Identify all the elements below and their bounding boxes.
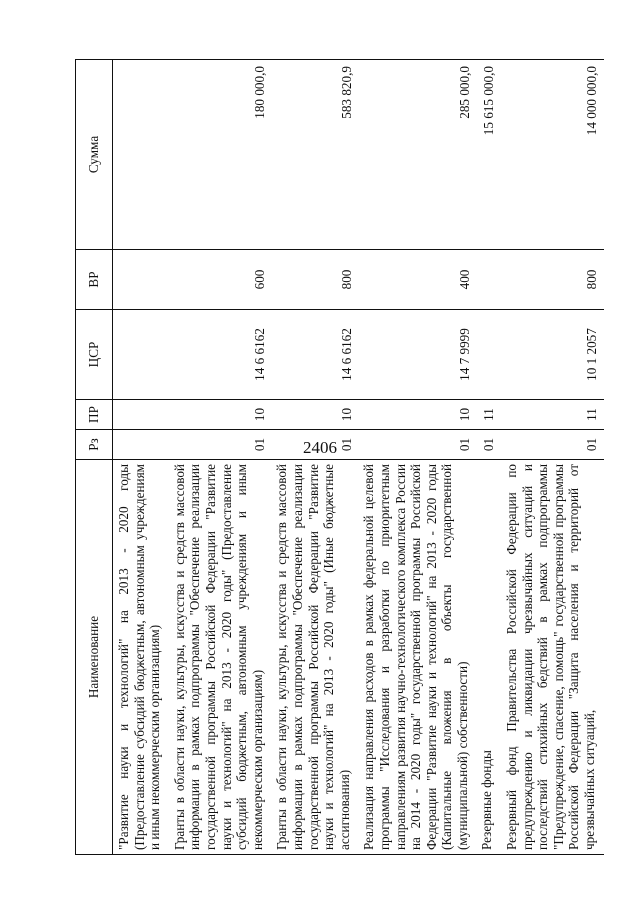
row-rz: 01 bbox=[271, 430, 358, 460]
header-name: Наименование bbox=[76, 460, 113, 855]
row-rz: 01 bbox=[501, 430, 604, 460]
row-name: Резервный фонд Правительства Российской Федерации по предупреждению и ликвидации чрезвычайных ситуаций и последствий стихийных бедствий в рамках подпрограммы "Предупреждение, спасение, помощь" государственной программы Российской Федерации "Защита населения и территорий от чрезвычайных ситуаций, bbox=[501, 460, 604, 855]
row-csr: 14 7 9999 bbox=[358, 310, 476, 400]
row-sum bbox=[113, 60, 169, 250]
row-sum: 583 820,9 bbox=[271, 60, 358, 250]
row-pr: 10 bbox=[358, 400, 476, 430]
row-csr: 14 6 6162 bbox=[169, 310, 272, 400]
table-row bbox=[501, 60, 604, 855]
row-vr: 400 bbox=[358, 250, 476, 310]
row-vr: 600 bbox=[169, 250, 272, 310]
row-pr: 11 bbox=[476, 400, 501, 430]
row-sum: 180 000,0 bbox=[169, 60, 272, 250]
header-sum: Сумма bbox=[76, 60, 113, 250]
row-csr: 14 6 6162 bbox=[271, 310, 358, 400]
row-csr bbox=[476, 310, 501, 400]
row-vr bbox=[476, 250, 501, 310]
budget-table bbox=[75, 59, 604, 855]
row-name: "Развитие науки и технологий" на 2013 - 2020 годы (Предоставление субсидий бюджетным, автономным учреждениям и иным некоммерческим организациям) bbox=[113, 460, 169, 855]
table-row bbox=[113, 60, 169, 855]
row-name: Реализация направления расходов в рамках федеральной целевой программы "Исследования и разработки по приоритетным направлениям развития научно-технологического комплекса России на 2014 - 2020 годы" государственной программы Российской Федерации "Развитие науки и технологий" на 2013 - 2020 годы (Капитальные вложения в объекты государственной (муниципальной) собственности) bbox=[358, 460, 476, 855]
table-row bbox=[169, 60, 272, 855]
header-csr: ЦСР bbox=[76, 310, 113, 400]
row-rz: 01 bbox=[358, 430, 476, 460]
row-pr: 10 bbox=[271, 400, 358, 430]
row-sum: 15 615 000,0 bbox=[476, 60, 501, 250]
rotated-page bbox=[75, 60, 600, 855]
table-header-row bbox=[76, 60, 113, 855]
row-rz bbox=[113, 430, 169, 460]
row-name: Гранты в области науки, культуры, искусства и средств массовой информации в рамках подпрограммы "Обеспечение реализации государственной программы Российской Федерации "Развитие науки и технологий" на 2013 - 2020 годы" (Иные бюджетные ассигнования) bbox=[271, 460, 358, 855]
row-vr bbox=[113, 250, 169, 310]
row-vr: 800 bbox=[501, 250, 604, 310]
row-name: Резервные фонды bbox=[476, 460, 501, 855]
row-pr bbox=[113, 400, 169, 430]
row-name: Гранты в области науки, культуры, искусства и средств массовой информации в рамках подпрограммы "Обеспечение реализации государственной программы Российской Федерации "Развитие науки и технологий" на 2013 - 2020 годы" (Предоставление субсидий бюджетным, автономным учреждениям и иным некоммерческим организациям) bbox=[169, 460, 272, 855]
row-rz: 01 bbox=[476, 430, 501, 460]
header-rz: Рз bbox=[76, 430, 113, 460]
row-csr: 10 1 2057 bbox=[501, 310, 604, 400]
row-pr: 11 bbox=[501, 400, 604, 430]
row-csr bbox=[113, 310, 169, 400]
table-row bbox=[271, 60, 358, 855]
row-rz: 01 bbox=[169, 430, 272, 460]
row-sum: 14 000 000,0 bbox=[501, 60, 604, 250]
row-sum: 285 000,0 bbox=[358, 60, 476, 250]
row-pr: 10 bbox=[169, 400, 272, 430]
page-number: 2406 bbox=[303, 438, 337, 457]
header-vr: ВР bbox=[76, 250, 113, 310]
row-vr: 800 bbox=[271, 250, 358, 310]
table-row bbox=[476, 60, 501, 855]
header-pr: ПР bbox=[76, 400, 113, 430]
table-row bbox=[358, 60, 476, 855]
